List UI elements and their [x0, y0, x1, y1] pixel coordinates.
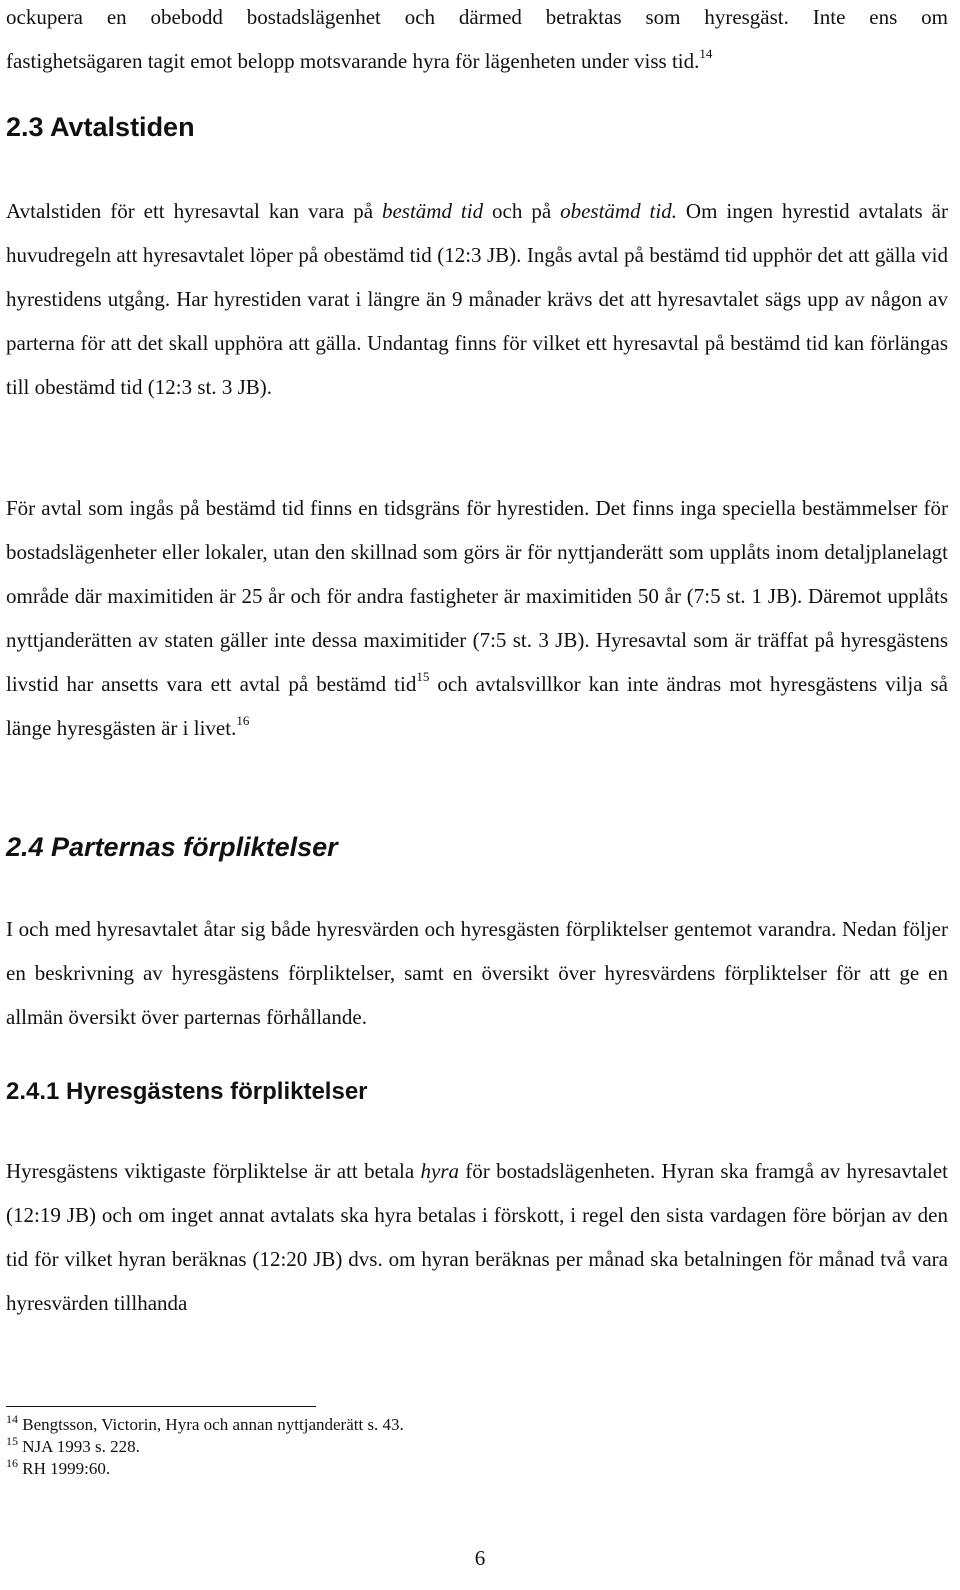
carryover-line-1: ockupera en obebodd bostadslägenhet och därmed betraktas som hyresgäst. Inte ens om: [6, 5, 948, 29]
paragraph-tidsgrans: [6, 486, 948, 750]
footnote-text: RH 1999:60.: [22, 1459, 111, 1478]
text-run: för bostadslägenheten. Hyran ska framgå av hyresavtalet (12:19 JB) och om inget annat avtalats ska hyra betalas i förskott, i regel den sista vardagen före början av den tid för vilket hyran beräknas (12:20 JB) dvs. om hyran beräknas per månad ska betalningen för månad två vara hyresvärden tillhanda: [6, 1159, 948, 1315]
footnote-number: 14: [6, 1412, 18, 1426]
footnote-ref-16: 16: [236, 713, 250, 728]
footnote-ref-14: 14: [699, 46, 713, 61]
section-heading-2-4-1: 2.4.1 Hyresgästens förpliktelser: [6, 1078, 368, 1105]
footnote-text: NJA 1993 s. 228.: [22, 1437, 140, 1456]
text-run: och avtalsvillkor kan inte ändras mot hyresgästens vilja så länge hyresgästen är i livet.: [6, 672, 948, 740]
carryover-paragraph: [6, 0, 948, 83]
text-run: och på: [483, 199, 561, 223]
page-number: 6: [474, 1546, 486, 1570]
italic-term: obestämd tid.: [560, 199, 677, 223]
text-run: För avtal som ingås på bestämd tid finns en tidsgräns för hyrestiden. Det finns inga speciella bestämmelser för bostadslägenheter eller lokaler, utan den skillnad som görs är för nyttjanderätt som upplåts inom detaljplanelagt område där maximitiden är 25 år och för andra fastigheter är maximitiden 50 år (7:5 st. 1 JB). Däremot upplåts nyttjanderätten av staten gäller inte dessa maximitider (7:5 st. 3 JB). Hyresavtal som är träffat på hyresgästens livstid har ansetts vara ett avtal på bestämd tid: [6, 496, 948, 696]
footnote-ref-15: 15: [416, 669, 430, 684]
italic-term: hyra: [420, 1159, 459, 1183]
text-run: Avtalstiden för ett hyresavtal kan vara på: [6, 199, 382, 223]
footnote-text: Bengtsson, Victorin, Hyra och annan nyttjanderätt s. 43.: [22, 1415, 404, 1434]
section-heading-2-3: 2.3 Avtalstiden: [6, 112, 195, 142]
paragraph-parternas-forpliktelser: I och med hyresavtalet åtar sig både hyresvärden och hyresgästen förpliktelser gentemot varandra. Nedan följer en beskrivning av hyresgästens förpliktelser, samt en översikt över hyresvärdens förpliktelser för att ge en allmän översikt över parternas förhållande.: [6, 917, 948, 1029]
footnote-number: 15: [6, 1434, 18, 1448]
text-run: Om ingen hyrestid avtalats är huvudregeln att hyresavtalet löper på obestämd tid (12:3 JB). Ingås avtal på bestämd tid upphör det att gälla vid hyrestidens utgång. Har hyrestiden varat i längre än 9 månader krävs det att hyresavtalet sägs upp av någon av parterna för att det skall upphöra att gälla. Undantag finns för vilket ett hyresavtal på bestämd tid kan förlängas till obestämd tid (12:3 st. 3 JB).: [6, 199, 948, 399]
footnote-14: [6, 1414, 404, 1436]
paragraph-hyresgastens-forpliktelser: [6, 1149, 948, 1325]
footnote-15: [6, 1436, 140, 1458]
footnote-separator: [6, 1406, 316, 1407]
italic-term: bestämd tid: [381, 199, 484, 223]
footnote-16: [6, 1458, 110, 1480]
footnote-number: 16: [6, 1456, 18, 1470]
carryover-line-2: fastighetsägaren tagit emot belopp motsvarande hyra för lägenheten under viss tid.: [6, 49, 700, 73]
paragraph-avtalstiden: [6, 189, 948, 409]
section-heading-2-4: 2.4 Parternas förpliktelser: [6, 832, 338, 862]
text-run: Hyresgästens viktigaste förpliktelse är att betala: [6, 1159, 421, 1183]
